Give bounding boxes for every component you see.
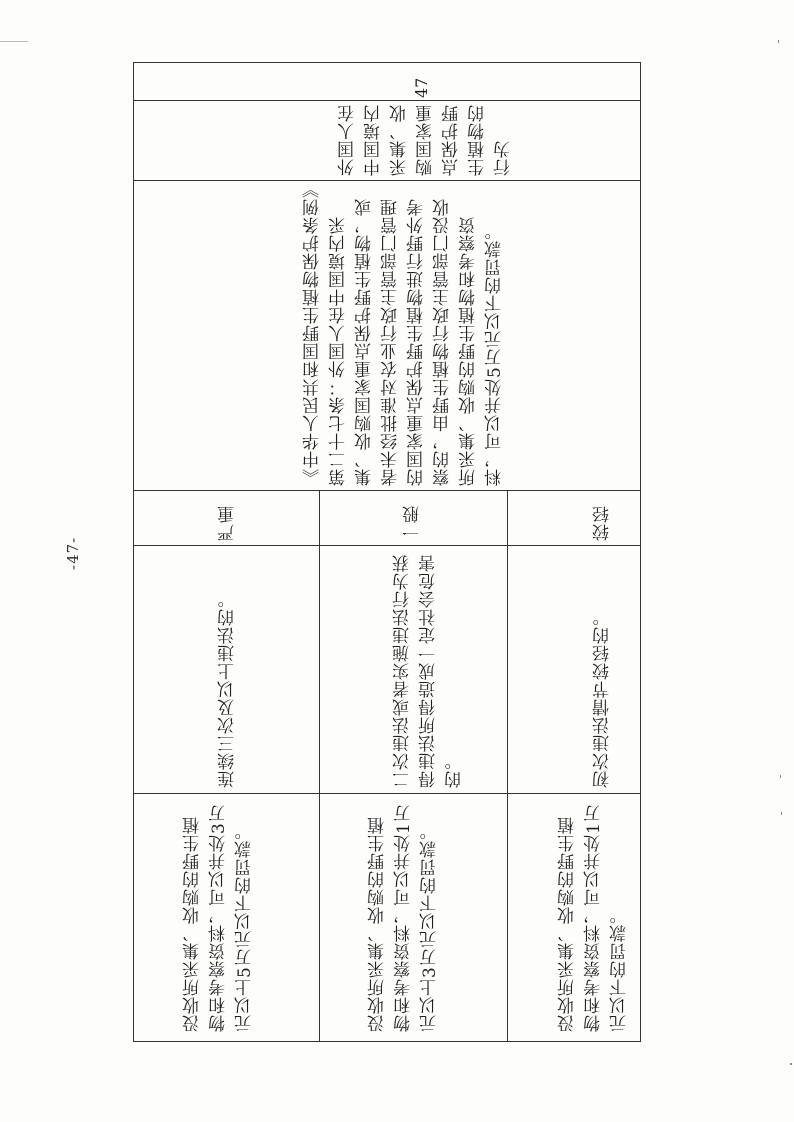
scan-speck	[778, 40, 779, 43]
column-divider	[507, 490, 508, 1041]
page-number: -47-	[64, 536, 82, 570]
scan-speck	[0, 41, 28, 42]
grade-level-serious: 严重	[218, 505, 238, 541]
cell-number: 47	[412, 77, 431, 98]
scan-speck	[780, 775, 781, 778]
grade-level-general: 一般	[403, 505, 423, 541]
row-divider	[133, 545, 641, 546]
row-divider	[133, 100, 641, 101]
legal-basis: 《中华人民共和国野生植物保护条例》第二十七条：外国人在中国境内采集、收购国家重点保护野生植物，或者未经批准对农业行政主管部门管理的国家重点保护野生植物进行野外考察的，由野生植物行政主管部门没收所采集、收购的野生植物和考察资料，可以并处5万元以下的罚款。	[303, 188, 505, 486]
penalty-general: 没收所采集、收购的野生植物和考察资料，可以并处1万元以上3万元以下的罚款。	[368, 804, 440, 1032]
violation-description: 外国人在中国境内采集、收购国家重点保护野生植物的行为	[338, 104, 514, 176]
penalty-minor: 没收所采集、收购的野生植物和考察资料，可以并处1万元以下的罚款。	[558, 804, 630, 1032]
grade-level-minor: 较轻	[593, 505, 613, 541]
situation-general: 二次违法或者实施违法行为获得违法所得造成一定社会危害的。	[393, 554, 465, 788]
scan-speck	[781, 812, 782, 815]
row-divider	[133, 490, 641, 491]
situation-minor: 初次违法情节较轻的。	[593, 608, 613, 788]
row-divider	[133, 180, 641, 181]
scan-speck	[790, 1063, 792, 1065]
column-divider	[319, 490, 320, 1041]
row-divider	[133, 793, 641, 794]
penalty-serious: 没收所采集、收购的野生植物和考察资料，可以并处3万元以上5万元以下的罚款。	[183, 804, 255, 1032]
situation-serious: 连续三次及以上违法的。	[218, 590, 238, 788]
